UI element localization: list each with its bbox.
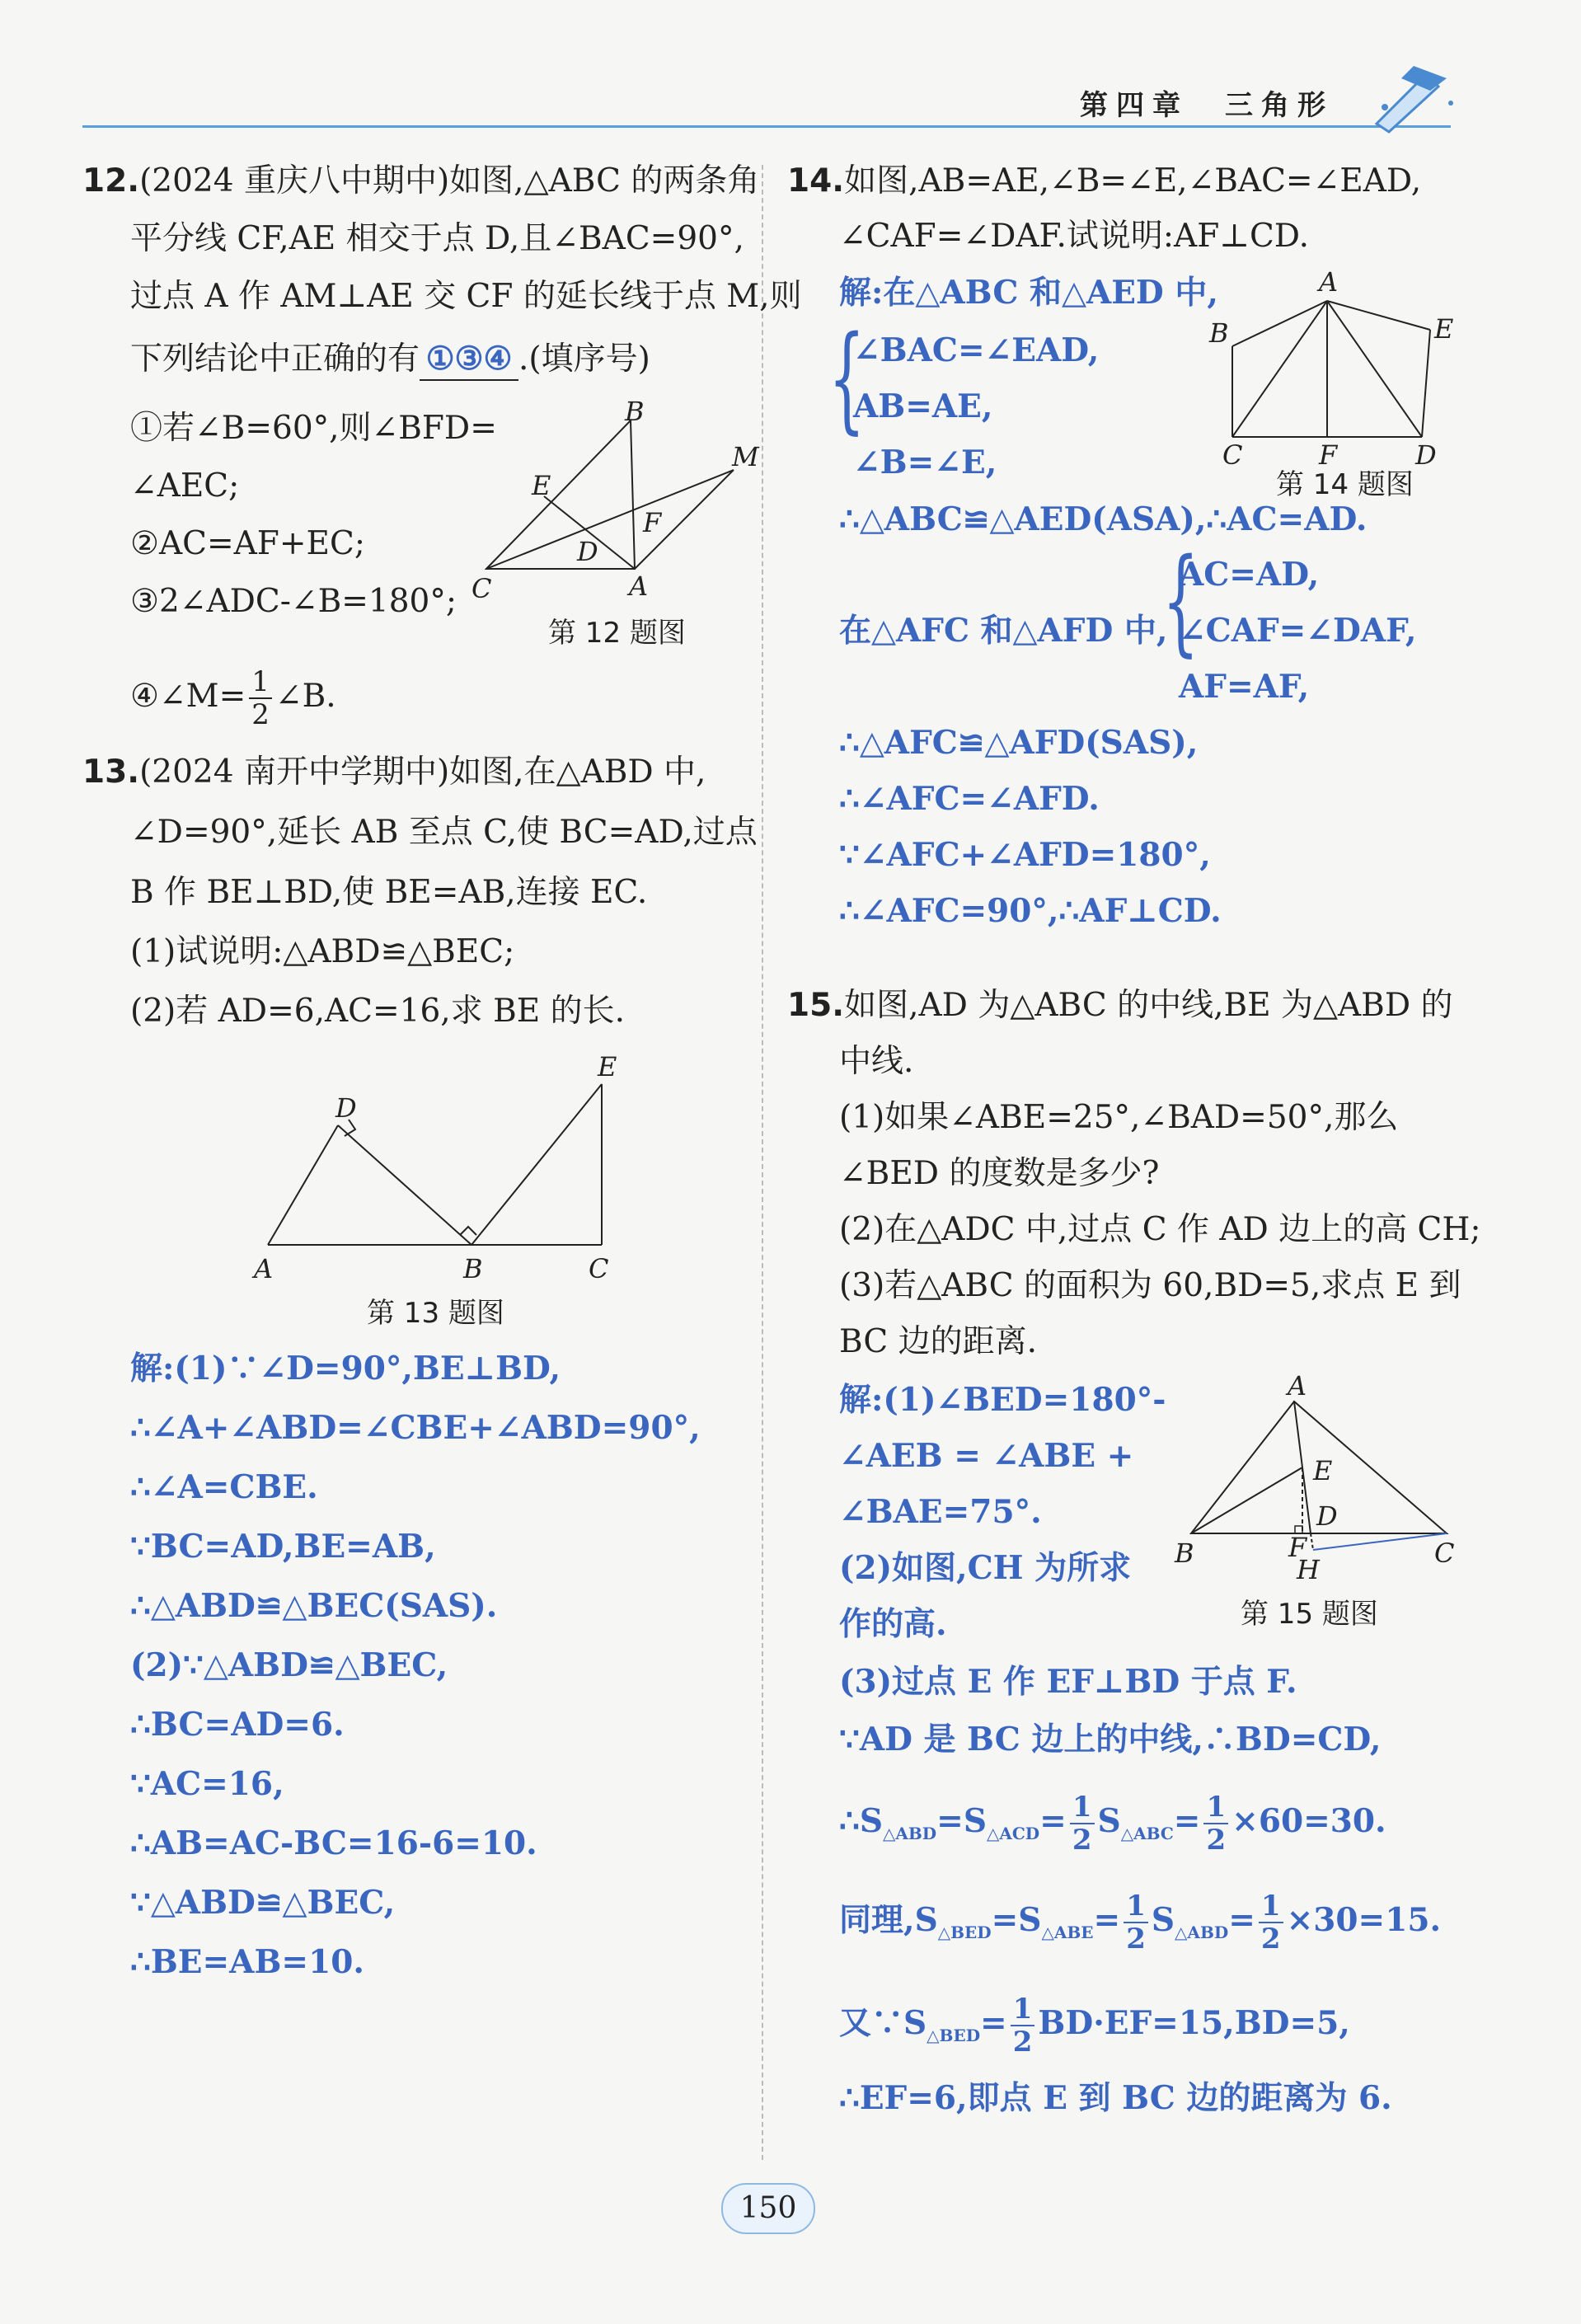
q15-line1: 15.如图,AD 为△ABC 的中线,BE 为△ABD 的	[787, 987, 1453, 1024]
q13-solution-line: ∴∠A=CBE.	[130, 1468, 318, 1506]
q14-brace2-icon: {	[1162, 534, 1199, 669]
q13-solution-line: ∵△ABD≌△BEC,	[130, 1884, 396, 1922]
q12-answer: ①③④	[420, 338, 518, 381]
svg-text:B: B	[625, 396, 645, 427]
q15-sol-final: ∴EF=6,即点 E 到 BC 边的距离为 6.	[839, 2079, 1392, 2117]
q15-part3a: (3)若△ABC 的面积为 60,BD=5,求点 E 到	[839, 1267, 1461, 1304]
q15-part1b: ∠BED 的度数是多少?	[839, 1155, 1160, 1192]
q14-sol-line: ∴∠AFC=90°,∴AF⊥CD.	[839, 892, 1222, 930]
q15-area-eq2: 同理$,S_{\triangle BED}=S_{\triangle ABE}=$ $\frac{1}{2}$ $S_{\triangle ABD}=$ $\frac{1}{2}$ ×30=15.	[839, 1890, 1442, 1955]
q15-sol-line: (3)过点 E 作 EF⊥BD 于点 F.	[839, 1663, 1297, 1701]
q14-sol-line: ∴∠AFC=∠AFD.	[839, 780, 1100, 818]
svg-text:D: D	[577, 536, 598, 567]
svg-text:A: A	[254, 1253, 274, 1284]
q13-figure	[247, 1047, 626, 1286]
chapter-title: 第四章 三角形	[1080, 89, 1334, 122]
q13-caption: 第 13 题图	[367, 1297, 504, 1330]
svg-text:E: E	[1434, 313, 1454, 345]
q14-brace1-line: ∠BAC=∠EAD,	[853, 331, 1100, 369]
svg-text:A: A	[629, 570, 649, 602]
q12-figure	[470, 396, 759, 606]
q14-sol-line: ∵∠AFC+∠AFD=180°,	[839, 836, 1211, 874]
svg-text:A: A	[1319, 266, 1339, 298]
svg-text:M: M	[732, 441, 759, 472]
q14-sol-line: ∴△ABC≌△AED(ASA),∴AC=AD.	[839, 500, 1368, 538]
q14-brace1-icon: {	[828, 312, 866, 446]
q14-sol-line: ∴△AFC≌△AFD(SAS),	[839, 724, 1199, 762]
q15-sol-line: ∵AD 是 BC 边上的中线,∴BD=CD,	[839, 1721, 1382, 1758]
q12-line4: 下列结论中正确的有 ①③④ .(填序号)	[130, 338, 650, 381]
q13-solution-line: ∴BC=AD=6.	[130, 1706, 345, 1744]
q13-solution-line: ∴∠A+∠ABD=∠CBE+∠ABD=90°,	[130, 1409, 701, 1447]
q15-area-eq3: 又$\because S_{\triangle BED}=$ $\frac{1}{2}$ BD·EF=15,BD=5,	[839, 1993, 1350, 2059]
q12-option4: ④∠M= $\frac{1}{2}$ ∠B.	[130, 665, 336, 731]
svg-text:F: F	[1319, 439, 1338, 471]
q14-line1: 14.如图,AB=AE,∠B=∠E,∠BAC=∠EAD,	[787, 162, 1422, 200]
q15-sol-line: ∠BAE=75°.	[839, 1493, 1042, 1531]
q13-line1: 13.(2024 南开中学期中)如图,在△ABD 中,	[82, 754, 706, 791]
svg-text:F: F	[1288, 1532, 1307, 1563]
q14-figure	[1199, 266, 1463, 471]
q15-part1a: (1)如果∠ABE=25°,∠BAD=50°,那么	[839, 1099, 1399, 1136]
q14-brace1-line: ∠B=∠E,	[853, 444, 997, 481]
q14-brace2-line: AC=AD,	[1179, 556, 1320, 594]
q15-sol-line: ∠AEB = ∠ABE +	[839, 1437, 1134, 1475]
q13-part1: (1)试说明:△ABD≌△BEC;	[130, 933, 515, 970]
svg-text:B: B	[1175, 1538, 1194, 1569]
q12-option1b: ∠AEC;	[130, 467, 240, 505]
q14-caption: 第 14 题图	[1276, 468, 1414, 501]
q13-solution-line: 解:(1)∵∠D=90°,BE⊥BD,	[130, 1350, 561, 1387]
q12-option1a: ①若∠B=60°,则∠BFD=	[130, 410, 497, 447]
q15-part2: (2)在△ADC 中,过点 C 作 AD 边上的高 CH;	[839, 1211, 1481, 1248]
q13-part2: (2)若 AD=6,AC=16,求 BE 的长.	[130, 993, 625, 1030]
q13-solution-line: ∵BC=AD,BE=AB,	[130, 1528, 436, 1566]
svg-text:E: E	[532, 470, 551, 501]
q13-solution-line: (2)∵△ABD≌△BEC,	[130, 1646, 448, 1684]
page-number: 150	[721, 2183, 815, 2234]
svg-text:C: C	[589, 1253, 609, 1284]
q15-line2: 中线.	[839, 1043, 914, 1080]
q14-brace2-line: ∠CAF=∠DAF,	[1179, 612, 1417, 650]
svg-text:D: D	[1415, 439, 1437, 471]
q14-sol-line: 在△AFC 和△AFD 中,	[839, 612, 1168, 650]
q12-option2: ②AC=AF+EC;	[130, 525, 365, 562]
svg-text:E: E	[1313, 1455, 1333, 1486]
q15-area-eq1: $\therefore S_{\triangle ABD}=S_{\triangle ACD}=$ $\frac{1}{2}$ $S_{\triangle ABC}=$ $\frac{1}{2}$ ×60=30.	[839, 1791, 1386, 1857]
q15-caption: 第 15 题图	[1241, 1598, 1378, 1631]
svg-text:A: A	[1288, 1370, 1307, 1401]
column-divider	[762, 165, 763, 2160]
q14-sol-intro: 解:在△ABC 和△AED 中,	[839, 274, 1218, 312]
pencil-cap-decoration-icon	[1368, 58, 1459, 132]
q15-part3b: BC 边的距离.	[839, 1323, 1038, 1360]
q14-brace2-line: AF=AF,	[1179, 668, 1310, 706]
q15-sol-line: (2)如图,CH 为所求	[839, 1549, 1132, 1587]
q12-line2: 平分线 CF,AE 相交于点 D,且∠BAC=90°,	[130, 220, 744, 257]
svg-text:H: H	[1297, 1554, 1320, 1585]
q13-solution-line: ∵AC=16,	[130, 1765, 284, 1803]
q12-option3: ③2∠ADC-∠B=180°;	[130, 583, 457, 620]
svg-text:D: D	[1316, 1500, 1338, 1532]
q15-figure	[1175, 1370, 1455, 1591]
q15-sol-line: 作的高.	[839, 1605, 947, 1643]
q13-solution-line: ∴AB=AC-BC=16-6=10.	[130, 1824, 537, 1862]
q12-caption: 第 12 题图	[548, 617, 686, 650]
svg-text:C: C	[471, 573, 492, 604]
q13-line2: ∠D=90°,延长 AB 至点 C,使 BC=AD,过点	[130, 814, 758, 851]
q14-line2: ∠CAF=∠DAF.试说明:AF⊥CD.	[839, 218, 1310, 255]
q13-solution-line: ∴BE=AB=10.	[130, 1943, 364, 1981]
q12-line1: 12.(2024 重庆八中期中)如图,△ABC 的两条角	[82, 162, 760, 200]
svg-text:B: B	[1209, 317, 1229, 349]
svg-text:C: C	[1222, 439, 1243, 471]
q13-line3: B 作 BE⊥BD,使 BE=AB,连接 EC.	[130, 874, 648, 911]
svg-text:B: B	[463, 1253, 483, 1284]
svg-text:E: E	[598, 1051, 617, 1082]
svg-text:F: F	[643, 507, 662, 538]
q12-line3: 过点 A 作 AM⊥AE 交 CF 的延长线于点 M,则	[130, 278, 802, 315]
q15-sol-line: 解:(1)∠BED=180°-	[839, 1381, 1166, 1419]
header-rule	[82, 125, 1451, 128]
q13-solution-line: ∴△ABD≌△BEC(SAS).	[130, 1587, 498, 1625]
q14-brace1-line: AB=AE,	[853, 387, 993, 425]
svg-text:C: C	[1434, 1538, 1455, 1569]
svg-text:D: D	[335, 1092, 357, 1124]
